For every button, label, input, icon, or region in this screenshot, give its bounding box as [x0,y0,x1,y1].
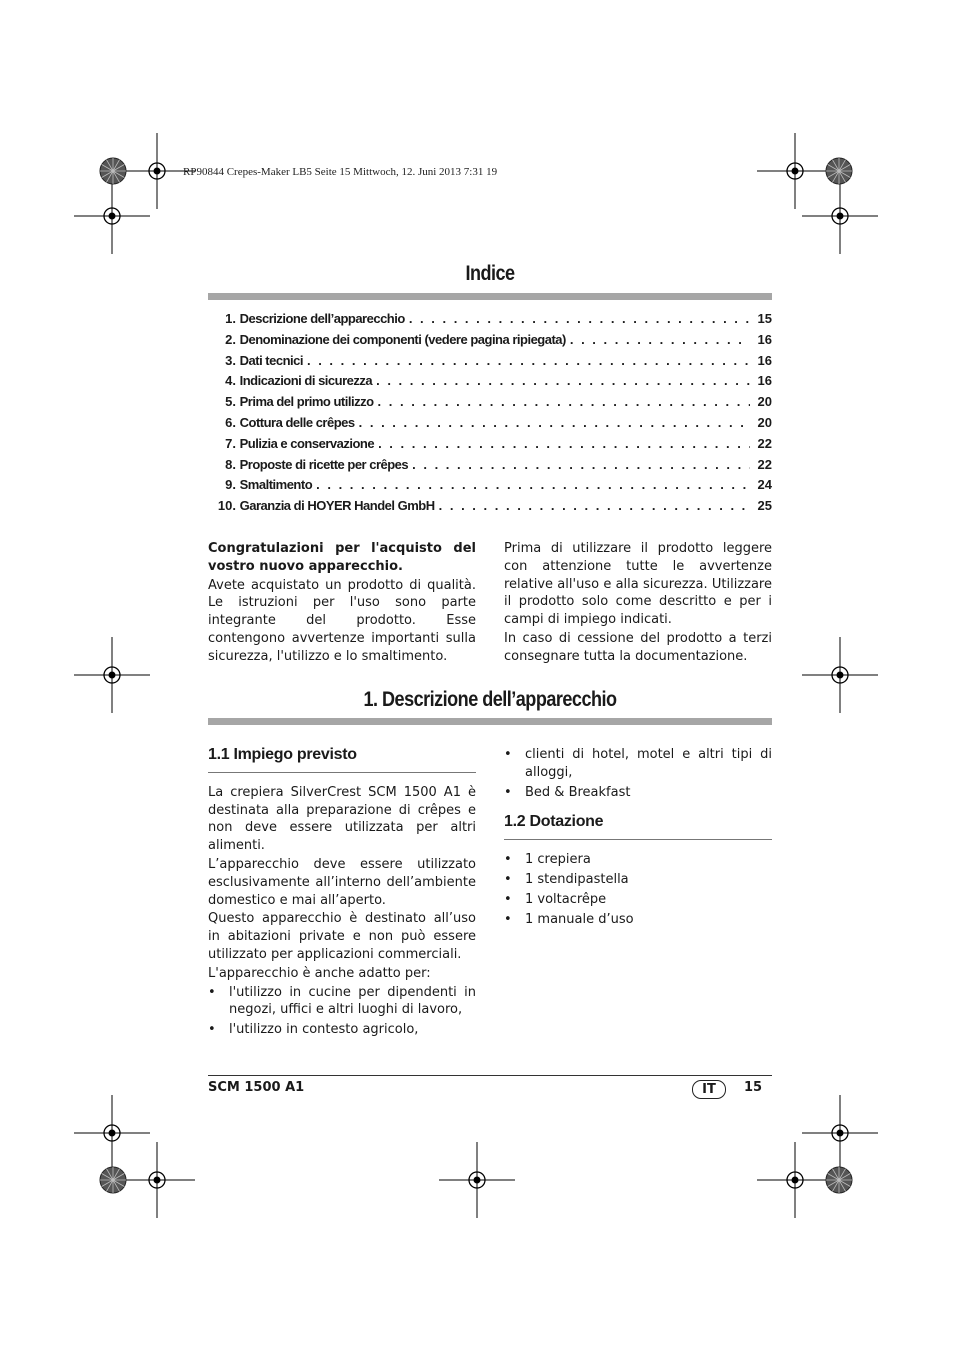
language-code: IT [702,1082,716,1097]
list-item: • 1 stendipastella [504,871,772,889]
paragraph: La crepiera SilverCrest SCM 1500 A1 è destinata alla preparazione di crêpes e non deve essere utilizzata per altri alimenti. [208,784,476,854]
intro-left-column [208,540,476,667]
toc-entry[interactable]: 5. Prima del primo utilizzo . . . 20 [208,394,772,415]
intro-safety-text: Prima di utilizzare il prodotto leggere con attenzione tutte le avvertenze relative all'uso e alla sicurezza. Utilizzare il prodotto solo come descritto e per i campi di impiego indicati. [504,541,772,628]
table-of-contents [208,311,772,519]
toc-entry[interactable]: 2. Denominazione dei componenti (vedere pagina ripiegata) . . . 16 [208,332,772,353]
toc-entry[interactable]: 6. Cottura delle crêpes . . . 20 [208,415,772,436]
list-item: • 1 voltacrêpe [504,891,772,909]
list-item: • l'utilizzo in contesto agricolo, [208,1021,476,1039]
intro-heading: Congratulazioni per l'acquisto del vostro nuovo apparecchio. [208,541,476,574]
list-item: • l'utilizzo in cucine per dipendenti in negozi, uffici e altri luoghi di lavoro, [208,984,476,1020]
index-title: Indice [465,262,515,285]
toc-entry[interactable]: 10. Garanzia di HOYER Handel GmbH . . . 25 [208,498,772,519]
section-title-bar [208,718,772,725]
subsection-rule [504,839,772,840]
subsection-rule [208,772,476,773]
toc-entry[interactable]: 4. Indicazioni di sicurezza . . . 16 [208,373,772,394]
list-item: • 1 crepiera [504,851,772,869]
list-item: • Bed & Breakfast [504,784,772,802]
suitable-uses-list [208,984,476,1039]
toc-entry[interactable]: 7. Pulizia e conservazione . . . 22 [208,436,772,457]
package-contents-list [504,851,772,928]
index-title-bar [208,293,772,300]
toc-entry[interactable]: 3. Dati tecnici . . . 16 [208,353,772,374]
footer-model: SCM 1500 A1 [208,1080,305,1095]
footer-rule [208,1075,772,1076]
page-number: 15 [744,1080,763,1095]
language-badge [692,1080,726,1099]
subsection-title-intended-use: 1.1 Impiego previsto [208,746,357,763]
paragraph: L’apparecchio deve essere utilizzato esclusivamente all’interno dell’ambiente domestico e mai all’aperto. [208,856,476,908]
paragraph: L'apparecchio è anche adatto per: [208,965,431,981]
list-item: • clienti di hotel, motel e altri tipi di alloggi, [504,746,772,782]
intro-transfer-text: In caso di cessione del prodotto a terzi consegnare tutta la documentazione. [504,630,772,664]
toc-entry[interactable]: 8. Proposte di ricette per crêpes . . . 22 [208,457,772,478]
paragraph: Questo apparecchio è destinato all’uso in abitazioni private e non può essere utilizzato per applicazioni commerciali. [208,911,476,962]
toc-entry[interactable]: 1. Descrizione dell’apparecchio . . . 15 [208,311,772,332]
intro-text: Avete acquistato un prodotto di qualità. Le istruzioni per l'uso sono parte integrante del prodotto. Esse contengono avvertenze importanti sulla sicurezza, l'utilizzo e lo smaltimento. [208,577,476,664]
intro-right-column [504,540,772,667]
print-slug: RP90844 Crepes-Maker LB5 Seite 15 Mittwoch, 12. Juni 2013 7:31 19 [183,166,498,178]
subsection-title-contents: 1.2 Dotazione [504,813,604,831]
suitable-uses-list-continued [504,746,772,801]
section-right-column [504,746,772,930]
section-title: 1. Descrizione dell’apparecchio [363,688,617,711]
list-item: • 1 manuale d’uso [504,911,772,929]
toc-entry[interactable]: 9. Smaltimento . . . 24 [208,477,772,498]
section-left-column [208,746,476,1041]
